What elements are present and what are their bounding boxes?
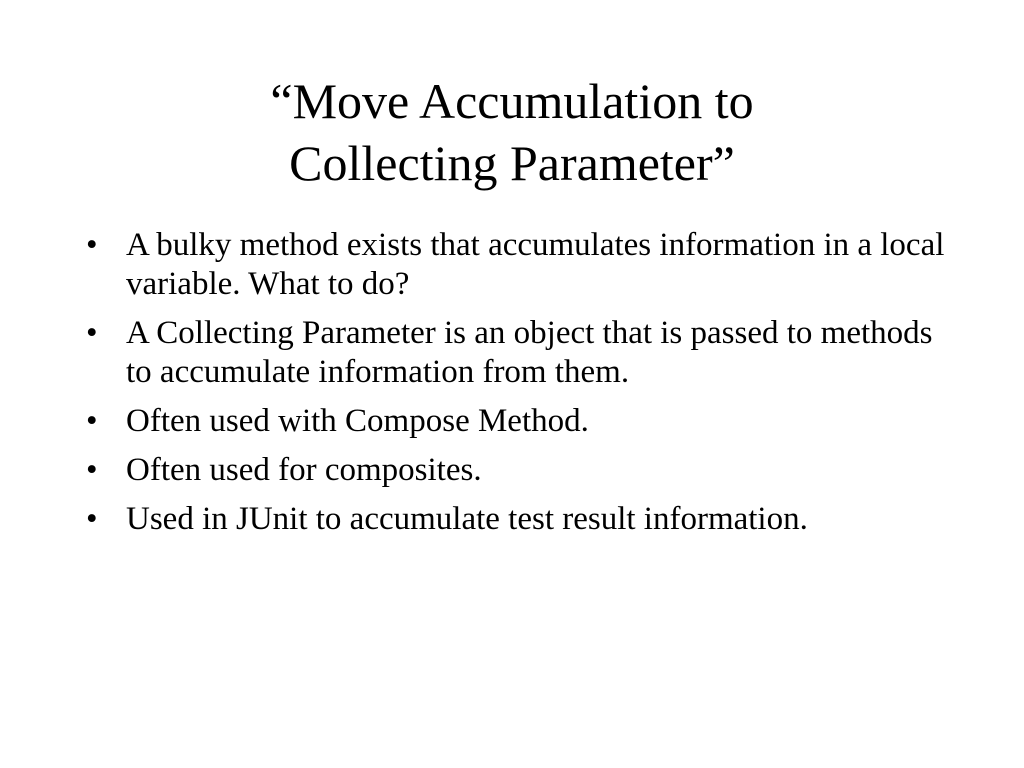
slide-title-line: “Move Accumulation to [270, 73, 754, 129]
bullet-dot-icon: • [86, 501, 98, 537]
bullet-text: A bulky method exists that accumulates information in a local variable. What to do? [126, 227, 945, 302]
bullet-list [86, 226, 946, 549]
bullet-item [86, 451, 946, 490]
bullet-text: A Collecting Parameter is an object that is passed to methods to accumulate information from them. [126, 315, 933, 390]
bullet-item [86, 500, 946, 539]
bullet-item [86, 402, 946, 441]
bullet-dot-icon: • [86, 452, 98, 488]
bullet-dot-icon: • [86, 227, 98, 263]
slide-title [80, 70, 944, 194]
bullet-item [86, 314, 946, 392]
bullet-text: Often used for composites. [126, 452, 482, 488]
bullet-text: Used in JUnit to accumulate test result information. [126, 501, 808, 537]
bullet-dot-icon: • [86, 403, 98, 439]
slide-title-line: Collecting Parameter” [289, 135, 735, 191]
bullet-dot-icon: • [86, 315, 98, 351]
bullet-item [86, 226, 946, 304]
bullet-text: Often used with Compose Method. [126, 403, 589, 439]
